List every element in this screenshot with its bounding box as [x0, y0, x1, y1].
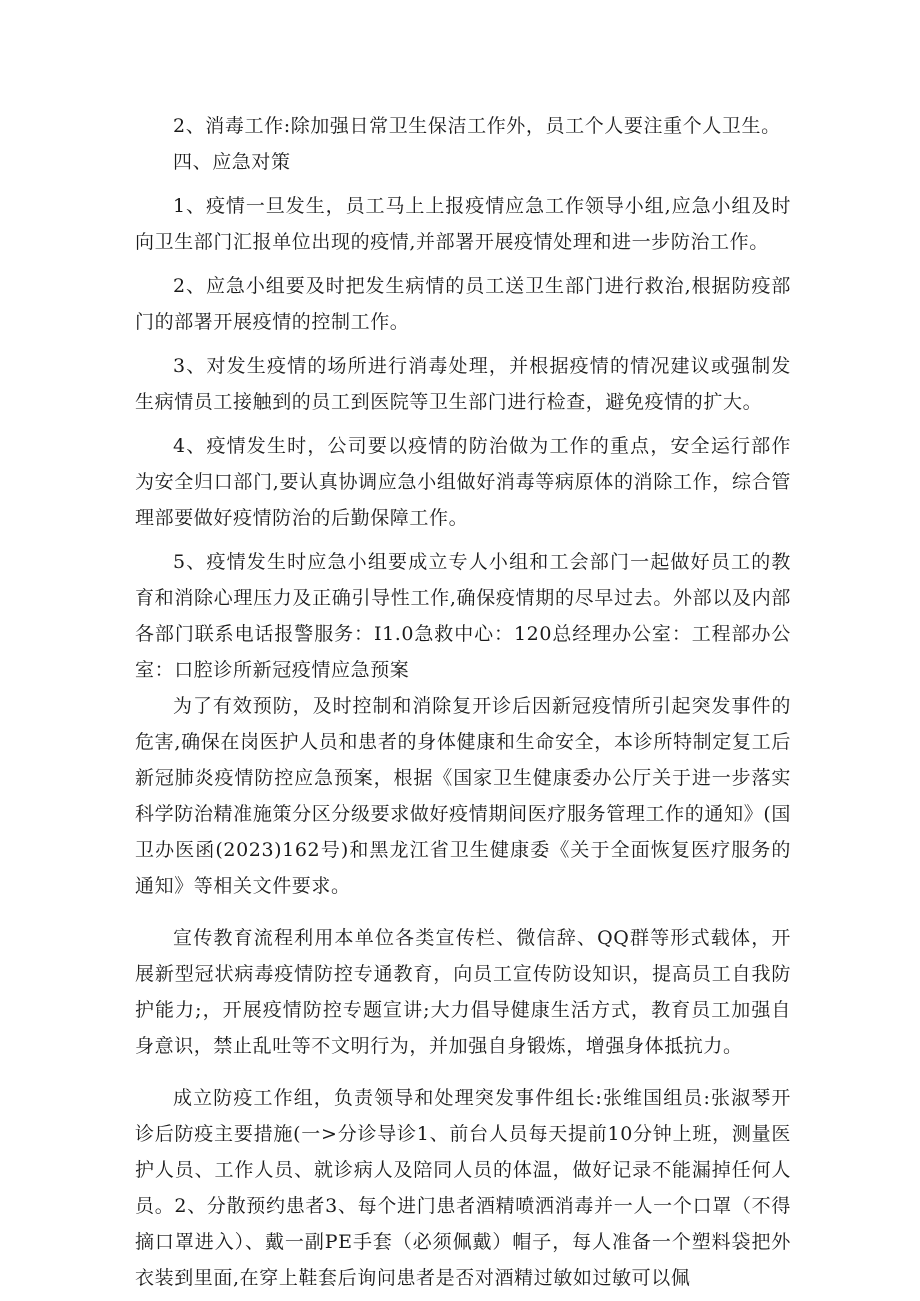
section-heading-emergency-measures: 四、应急对策 — [173, 151, 291, 173]
paragraph-working-group: 成立防疫工作组，负责领导和处理突发事件组长:张维国组员:张淑琴开诊后防疫主要措施(一>分诊导诊1、前台人员每天提前10分钟上班，测量医护人员、工作人员、就诊病人及陪同人员的体温，做好记录不能漏掉任何人员。2、分散预约患者3、每个进门患者酒精喷洒消毒并一人一个口罩（不得摘口罩进入）、戴一副PE手套（必须佩戴）帽子，每人准备一个塑料袋把外衣装到里面,在穿上鞋套后询问患者是否对酒精过敏如过敏可以佩 — [135, 1087, 791, 1289]
document-body — [135, 108, 791, 1296]
paragraph-preamble: 为了有效预防，及时控制和消除复开诊后因新冠疫情所引起突发事件的危害,确保在岗医护人员和患者的身体健康和生命安全，本诊所特制定复工后新冠肺炎疫情防控应急预案，根据《国家卫生健康委办公厅关于进一步落实科学防治精准施策分区分级要求做好疫情期间医疗服务管理工作的通知》(国卫办医函(2023)162号)和黑龙江省卫生健康委《关于全面恢复医疗服务的通知》等相关文件要求。 — [135, 695, 791, 897]
paragraph-measure-4: 4、疫情发生时，公司要以疫情的防治做为工作的重点，安全运行部作为安全归口部门,要认真协调应急小组做好消毒等病原体的消除工作，综合管理部要做好疫情防治的后勤保障工作。 — [135, 435, 791, 529]
paragraph-publicity-education: 宣传教育流程利用本单位各类宣传栏、微信辞、QQ群等形式载体，开展新型冠状病毒疫情防控专通教育，向员工宣传防设知识，提高员工自我防护能力;，开展疫情防控专题宣讲;大力倡导健康生活方式，教育员工加强自身意识，禁止乱吐等不文明行为，并加强自身锻炼，增强身体抵抗力。 — [135, 927, 791, 1057]
paragraph-measure-2: 2、应急小组要及时把发生病情的员工送卫生部门进行救治,根据防疫部门的部署开展疫情的控制工作。 — [135, 275, 791, 333]
paragraph-measure-5: 5、疫情发生时应急小组要成立专人小组和工会部门一起做好员工的教育和消除心理压力及正确引导性工作,确保疫情期的尽早过去。外部以及内部各部门联系电话报警服务：I1.0急救中心：120总经理办公室：工程部办公室：口腔诊所新冠疫情应急预案 — [135, 551, 791, 681]
paragraph-disinfection: 2、消毒工作:除加强日常卫生保洁工作外，员工个人要注重个人卫生。 — [173, 115, 781, 137]
paragraph-measure-3: 3、对发生疫情的场所进行消毒处理，并根据疫情的情况建议或强制发生病情员工接触到的员工到医院等卫生部门进行检查，避免疫情的扩大。 — [135, 355, 791, 413]
paragraph-measure-1: 1、疫情一旦发生，员工马上上报疫情应急工作领导小组,应急小组及时向卫生部门汇报单位出现的疫情,并部署开展疫情处理和进一步防治工作。 — [135, 195, 791, 253]
